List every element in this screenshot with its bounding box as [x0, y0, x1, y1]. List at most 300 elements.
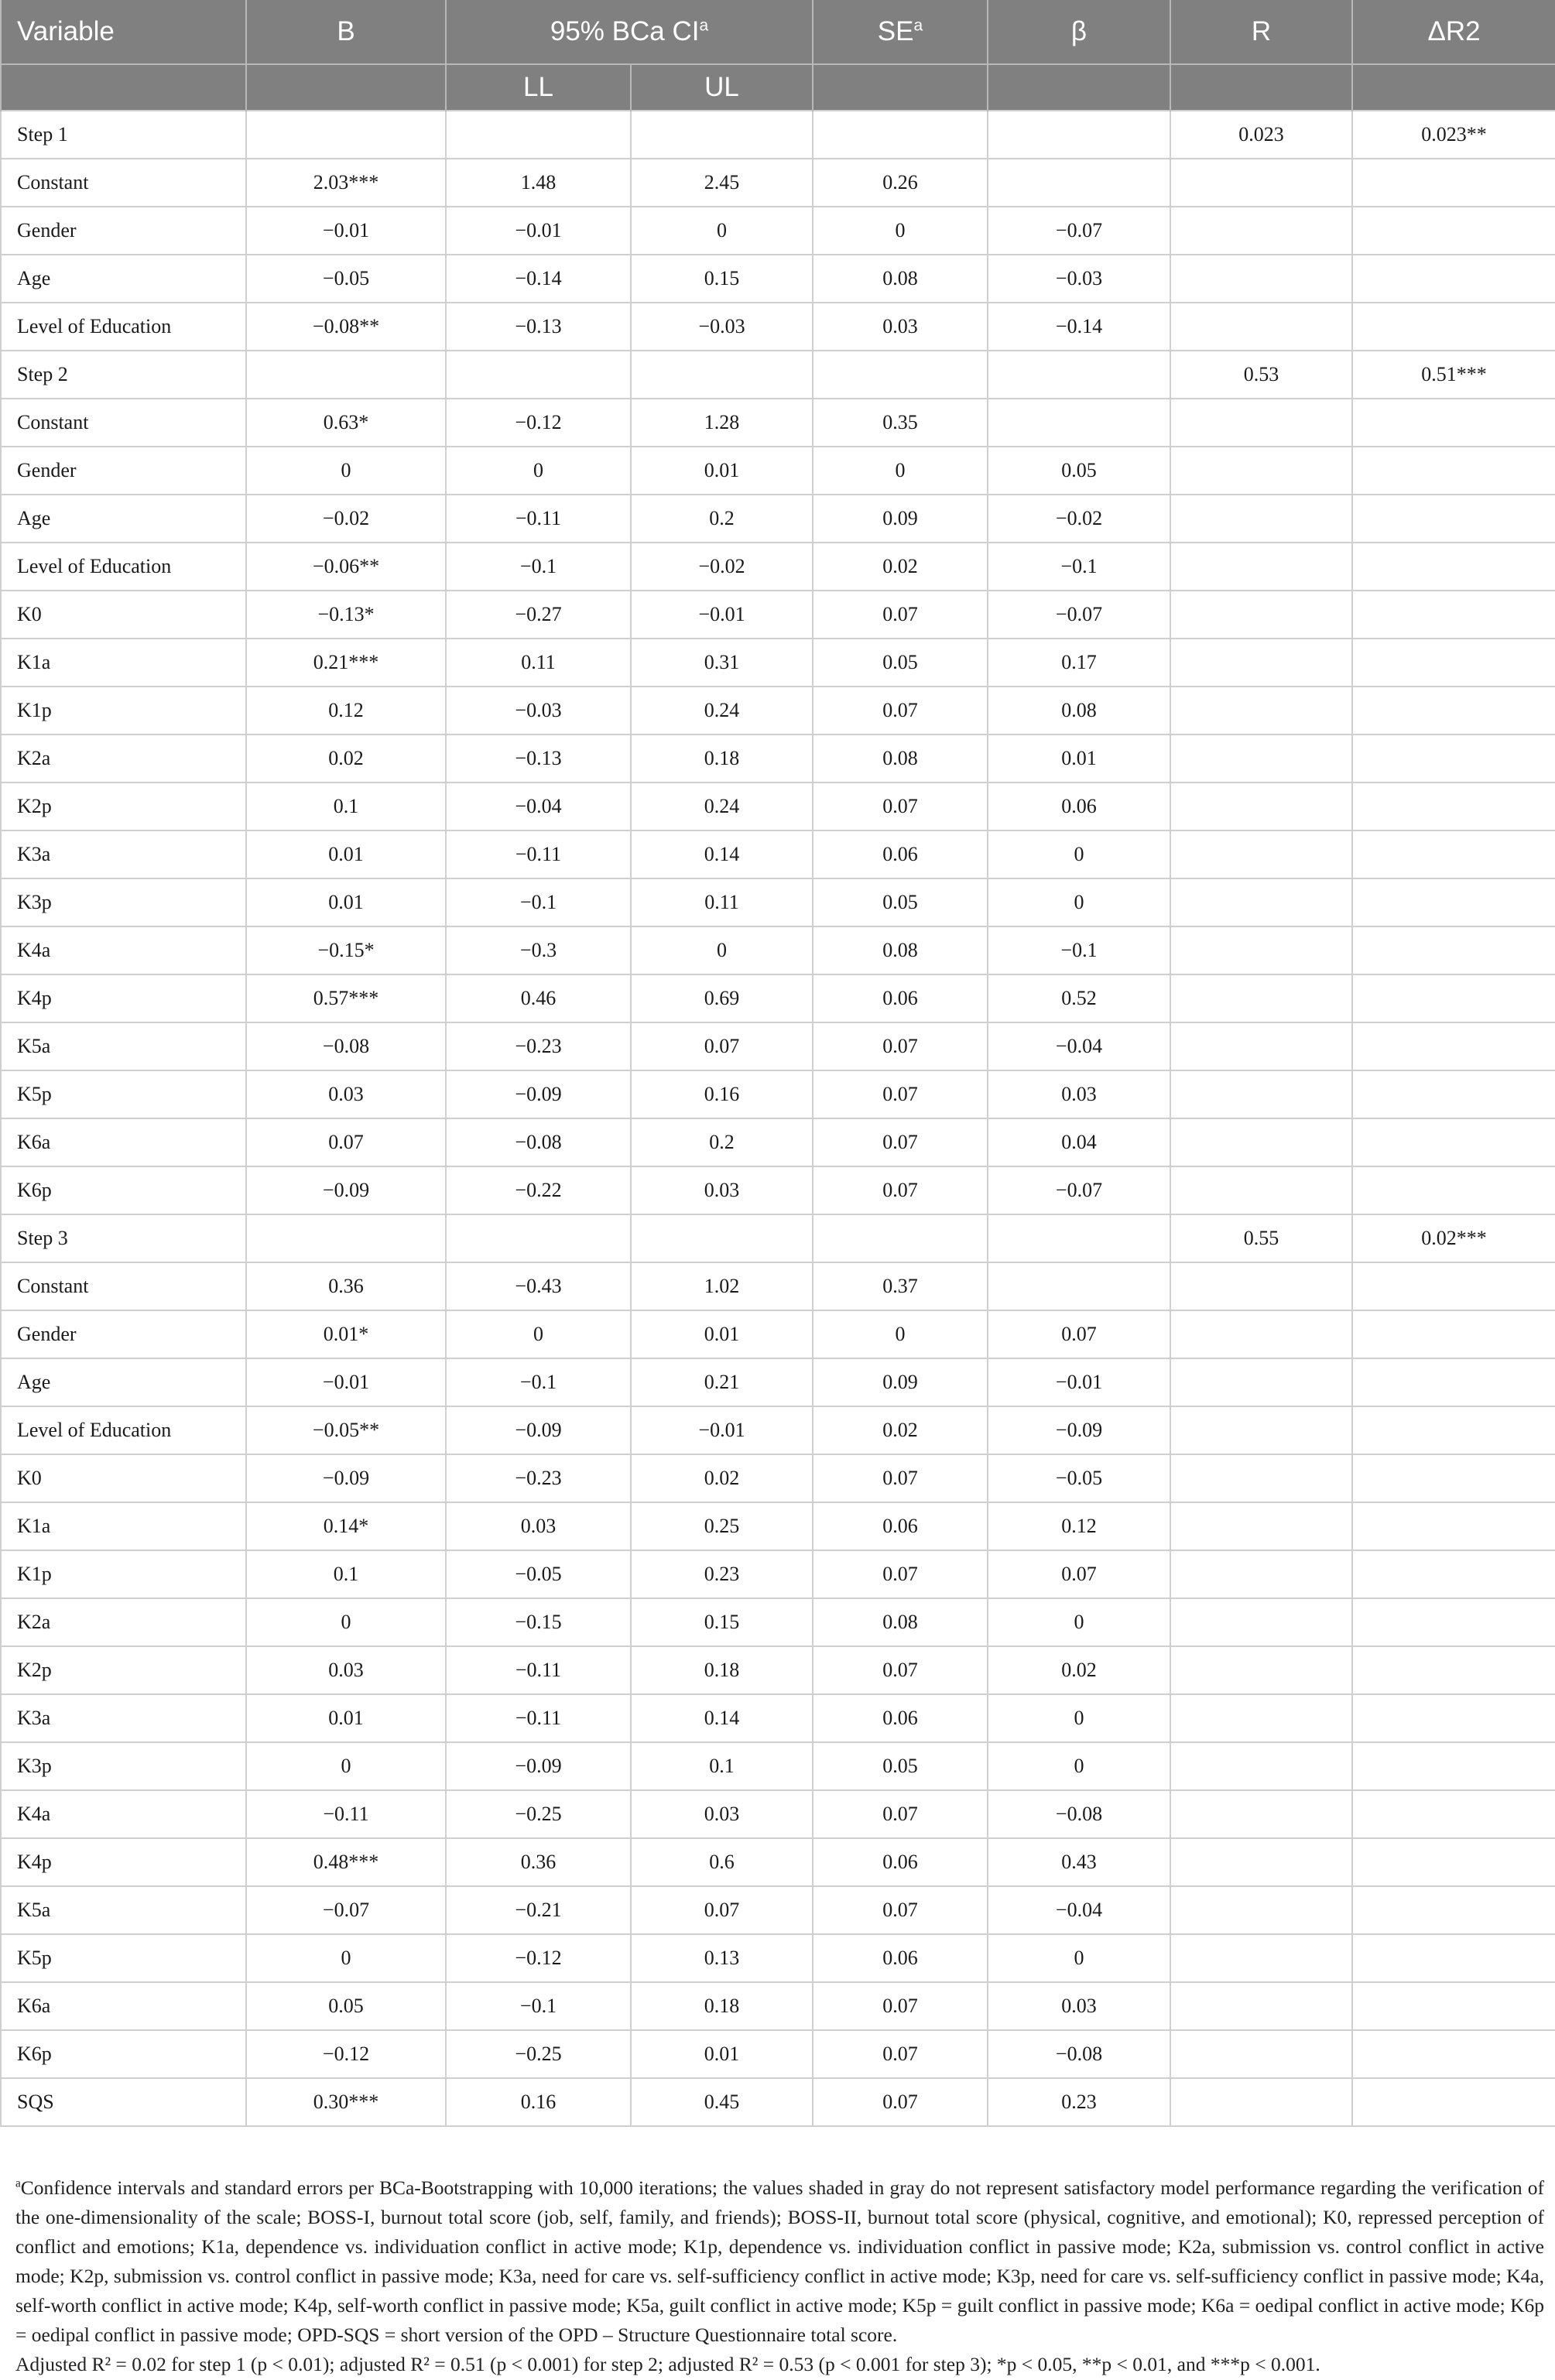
cell-se: 0.06 — [813, 1838, 988, 1886]
cell-se: 0.07 — [813, 1166, 988, 1214]
table-row — [1, 1502, 1555, 1550]
cell-label: K4p — [1, 1838, 246, 1886]
cell-label: K3p — [1, 1742, 246, 1790]
cell-r — [1170, 159, 1352, 207]
cell-label: K0 — [1, 1454, 246, 1502]
cell-ul: 0.07 — [631, 1022, 813, 1070]
cell-beta: 0.07 — [988, 1550, 1170, 1598]
header-ci — [446, 0, 813, 64]
cell-ll: −0.1 — [446, 878, 631, 926]
subheader-empty — [988, 64, 1170, 111]
cell-se: 0.07 — [813, 2078, 988, 2126]
cell-se: 0.07 — [813, 591, 988, 639]
header-ll: LL — [446, 64, 631, 111]
cell-label: K3a — [1, 1694, 246, 1742]
cell-se: 0.03 — [813, 303, 988, 351]
cell-ul: 0.14 — [631, 830, 813, 878]
cell-se: 0.07 — [813, 1790, 988, 1838]
cell-beta: 0 — [988, 1598, 1170, 1646]
cell-dr2 — [1352, 878, 1555, 926]
table-row — [1, 1214, 1555, 1262]
cell-label: Step 1 — [1, 111, 246, 159]
footnote-mark: a — [15, 2176, 21, 2190]
cell-beta: −0.1 — [988, 926, 1170, 974]
cell-ul: 0.07 — [631, 1886, 813, 1934]
cell-se: 0.06 — [813, 974, 988, 1022]
cell-b: 0 — [246, 1742, 446, 1790]
cell-dr2 — [1352, 1406, 1555, 1454]
cell-ul: 0.14 — [631, 1694, 813, 1742]
cell-ll: 0.11 — [446, 639, 631, 687]
cell-beta: −0.08 — [988, 1790, 1170, 1838]
cell-b: −0.06** — [246, 543, 446, 591]
cell-ul: −0.01 — [631, 1406, 813, 1454]
cell-r — [1170, 1454, 1352, 1502]
table-row — [1, 639, 1555, 687]
cell-r — [1170, 543, 1352, 591]
cell-dr2 — [1352, 974, 1555, 1022]
cell-ll: 0 — [446, 447, 631, 495]
cell-b: 2.03*** — [246, 159, 446, 207]
cell-label: Constant — [1, 399, 246, 447]
cell-ll: −0.23 — [446, 1022, 631, 1070]
cell-ul: 0.16 — [631, 1070, 813, 1118]
table-row — [1, 255, 1555, 303]
cell-se: 0.07 — [813, 2030, 988, 2078]
cell-beta: −0.14 — [988, 303, 1170, 351]
cell-ll: −0.05 — [446, 1550, 631, 1598]
cell-beta: −0.07 — [988, 207, 1170, 255]
cell-label: K6a — [1, 1118, 246, 1166]
cell-r — [1170, 639, 1352, 687]
cell-ll: −0.09 — [446, 1070, 631, 1118]
cell-ll: 0.03 — [446, 1502, 631, 1550]
cell-dr2 — [1352, 926, 1555, 974]
cell-ll: −0.01 — [446, 207, 631, 255]
cell-ll: −0.11 — [446, 495, 631, 543]
cell-ll: 0.36 — [446, 1838, 631, 1886]
cell-beta: −0.05 — [988, 1454, 1170, 1502]
table-row — [1, 2078, 1555, 2126]
cell-r — [1170, 735, 1352, 782]
cell-label: K1a — [1, 1502, 246, 1550]
cell-label: Age — [1, 1358, 246, 1406]
cell-ul: 0.13 — [631, 1934, 813, 1982]
cell-ll: −0.13 — [446, 735, 631, 782]
cell-ul: 0.15 — [631, 1598, 813, 1646]
cell-r: 0.53 — [1170, 351, 1352, 399]
table-row — [1, 1982, 1555, 2030]
table-row — [1, 1646, 1555, 1694]
cell-se: 0.06 — [813, 830, 988, 878]
cell-ul — [631, 351, 813, 399]
cell-dr2 — [1352, 735, 1555, 782]
cell-b: 0.01 — [246, 1694, 446, 1742]
cell-r — [1170, 1022, 1352, 1070]
cell-se: 0.08 — [813, 1598, 988, 1646]
cell-r — [1170, 1646, 1352, 1694]
cell-label: Gender — [1, 1310, 246, 1358]
cell-ll: −0.25 — [446, 1790, 631, 1838]
cell-label: K6p — [1, 1166, 246, 1214]
cell-b: −0.08** — [246, 303, 446, 351]
cell-b: −0.11 — [246, 1790, 446, 1838]
cell-b: 0 — [246, 1598, 446, 1646]
cell-dr2 — [1352, 447, 1555, 495]
cell-dr2 — [1352, 1694, 1555, 1742]
cell-ul: −0.03 — [631, 303, 813, 351]
cell-ll: −0.15 — [446, 1598, 631, 1646]
cell-label: Level of Education — [1, 1406, 246, 1454]
table-row — [1, 1838, 1555, 1886]
cell-r — [1170, 447, 1352, 495]
cell-b: −0.07 — [246, 1886, 446, 1934]
cell-label: SQS — [1, 2078, 246, 2126]
subheader-row — [1, 64, 1555, 111]
cell-se: 0.07 — [813, 1070, 988, 1118]
cell-ul: −0.02 — [631, 543, 813, 591]
cell-b: 0.36 — [246, 1262, 446, 1310]
table-row — [1, 1742, 1555, 1790]
cell-ul: 0.01 — [631, 447, 813, 495]
header-ci-footnote-mark: a — [699, 16, 709, 35]
cell-label: K2a — [1, 735, 246, 782]
table-row — [1, 735, 1555, 782]
header-ul: UL — [631, 64, 813, 111]
cell-b: 0.21*** — [246, 639, 446, 687]
cell-label: Constant — [1, 1262, 246, 1310]
cell-r — [1170, 255, 1352, 303]
header-ci-label: 95% BCa CI — [550, 16, 700, 46]
cell-se: 0.05 — [813, 878, 988, 926]
table-row — [1, 1262, 1555, 1310]
cell-label: K4a — [1, 926, 246, 974]
cell-label: K1a — [1, 639, 246, 687]
cell-ll: −0.12 — [446, 399, 631, 447]
cell-beta: −0.08 — [988, 2030, 1170, 2078]
cell-se: 0.02 — [813, 543, 988, 591]
cell-ul: 0 — [631, 926, 813, 974]
cell-b: 0.1 — [246, 782, 446, 830]
table-row — [1, 974, 1555, 1022]
cell-beta: 0 — [988, 830, 1170, 878]
subheader-empty — [1352, 64, 1555, 111]
cell-label: K1p — [1, 1550, 246, 1598]
cell-ll: −0.23 — [446, 1454, 631, 1502]
table-row — [1, 1934, 1555, 1982]
cell-se: 0.02 — [813, 1406, 988, 1454]
cell-ul — [631, 111, 813, 159]
table-row — [1, 495, 1555, 543]
cell-se: 0.07 — [813, 1454, 988, 1502]
cell-ll: 0.46 — [446, 974, 631, 1022]
cell-beta — [988, 351, 1170, 399]
cell-r — [1170, 830, 1352, 878]
cell-b: 0.05 — [246, 1982, 446, 2030]
cell-label: K4p — [1, 974, 246, 1022]
table-row — [1, 1598, 1555, 1646]
cell-r — [1170, 878, 1352, 926]
cell-label: K1p — [1, 687, 246, 735]
cell-beta: 0.03 — [988, 1982, 1170, 2030]
cell-dr2 — [1352, 2078, 1555, 2126]
cell-ul: 0.02 — [631, 1454, 813, 1502]
cell-b: −0.13* — [246, 591, 446, 639]
cell-beta: 0.08 — [988, 687, 1170, 735]
cell-ul — [631, 1214, 813, 1262]
cell-ul: −0.01 — [631, 591, 813, 639]
cell-se: 0.07 — [813, 687, 988, 735]
cell-ll: −0.03 — [446, 687, 631, 735]
cell-beta — [988, 1262, 1170, 1310]
cell-r — [1170, 495, 1352, 543]
cell-r — [1170, 1742, 1352, 1790]
cell-b: 0.03 — [246, 1646, 446, 1694]
cell-dr2 — [1352, 1070, 1555, 1118]
cell-se: 0.37 — [813, 1262, 988, 1310]
cell-b: −0.02 — [246, 495, 446, 543]
cell-se: 0.09 — [813, 495, 988, 543]
cell-ll: −0.09 — [446, 1742, 631, 1790]
cell-beta: 0 — [988, 878, 1170, 926]
cell-label: Step 2 — [1, 351, 246, 399]
cell-beta: −0.01 — [988, 1358, 1170, 1406]
cell-r — [1170, 2078, 1352, 2126]
cell-b — [246, 1214, 446, 1262]
cell-ll: −0.1 — [446, 1358, 631, 1406]
cell-b: 0.03 — [246, 1070, 446, 1118]
cell-ll: −0.1 — [446, 1982, 631, 2030]
cell-se: 0.07 — [813, 1118, 988, 1166]
cell-beta: −0.07 — [988, 591, 1170, 639]
cell-ll: −0.14 — [446, 255, 631, 303]
cell-ul: 0.25 — [631, 1502, 813, 1550]
cell-ul: 0.6 — [631, 1838, 813, 1886]
cell-b: −0.08 — [246, 1022, 446, 1070]
cell-r — [1170, 1502, 1352, 1550]
cell-beta: −0.02 — [988, 495, 1170, 543]
cell-beta: −0.07 — [988, 1166, 1170, 1214]
cell-dr2 — [1352, 1022, 1555, 1070]
cell-ul: 0.11 — [631, 878, 813, 926]
cell-ll — [446, 351, 631, 399]
cell-r — [1170, 591, 1352, 639]
table-row — [1, 1454, 1555, 1502]
cell-r — [1170, 1118, 1352, 1166]
cell-beta — [988, 111, 1170, 159]
cell-se: 0.06 — [813, 1502, 988, 1550]
cell-dr2 — [1352, 1646, 1555, 1694]
cell-beta: 0.04 — [988, 1118, 1170, 1166]
cell-b: 0 — [246, 1934, 446, 1982]
cell-b: 0.07 — [246, 1118, 446, 1166]
cell-ll: −0.22 — [446, 1166, 631, 1214]
cell-dr2 — [1352, 687, 1555, 735]
cell-b: 0.57*** — [246, 974, 446, 1022]
cell-label: Age — [1, 255, 246, 303]
cell-se: 0.06 — [813, 1934, 988, 1982]
table-row — [1, 111, 1555, 159]
cell-dr2 — [1352, 1310, 1555, 1358]
cell-ll: −0.08 — [446, 1118, 631, 1166]
cell-label: K2p — [1, 782, 246, 830]
table-row — [1, 878, 1555, 926]
cell-ll: 0.16 — [446, 2078, 631, 2126]
cell-r — [1170, 926, 1352, 974]
cell-r — [1170, 1166, 1352, 1214]
cell-beta: −0.09 — [988, 1406, 1170, 1454]
cell-b: −0.15* — [246, 926, 446, 974]
cell-r — [1170, 1790, 1352, 1838]
cell-b: 0.12 — [246, 687, 446, 735]
table-row — [1, 1790, 1555, 1838]
cell-beta: 0.23 — [988, 2078, 1170, 2126]
cell-r — [1170, 1838, 1352, 1886]
cell-ll: −0.25 — [446, 2030, 631, 2078]
cell-beta: 0.02 — [988, 1646, 1170, 1694]
cell-se: 0.26 — [813, 159, 988, 207]
header-r: R — [1170, 0, 1352, 64]
table-row — [1, 782, 1555, 830]
table-body — [1, 111, 1555, 2126]
table-row — [1, 1406, 1555, 1454]
cell-se: 0.09 — [813, 1358, 988, 1406]
cell-b: 0.01 — [246, 878, 446, 926]
table-row — [1, 1358, 1555, 1406]
subheader-empty — [1170, 64, 1352, 111]
cell-ll: −0.11 — [446, 830, 631, 878]
cell-b: 0.30*** — [246, 2078, 446, 2126]
cell-se: 0 — [813, 1310, 988, 1358]
cell-b: 0.48*** — [246, 1838, 446, 1886]
cell-ll: −0.04 — [446, 782, 631, 830]
cell-label: K6p — [1, 2030, 246, 2078]
cell-r — [1170, 1406, 1352, 1454]
cell-ul: 0.2 — [631, 495, 813, 543]
cell-ll: −0.21 — [446, 1886, 631, 1934]
cell-b — [246, 351, 446, 399]
cell-label: K5p — [1, 1934, 246, 1982]
cell-r — [1170, 1694, 1352, 1742]
cell-b: −0.09 — [246, 1166, 446, 1214]
cell-ul: 0.69 — [631, 974, 813, 1022]
cell-r — [1170, 399, 1352, 447]
subheader-empty — [246, 64, 446, 111]
cell-b: −0.05** — [246, 1406, 446, 1454]
cell-label: K5a — [1, 1886, 246, 1934]
cell-beta: 0.05 — [988, 447, 1170, 495]
cell-beta: 0.07 — [988, 1310, 1170, 1358]
header-se-label: SE — [877, 16, 914, 46]
cell-dr2 — [1352, 1166, 1555, 1214]
cell-r — [1170, 303, 1352, 351]
cell-beta: 0.01 — [988, 735, 1170, 782]
cell-se: 0.07 — [813, 1646, 988, 1694]
cell-label: Step 3 — [1, 1214, 246, 1262]
cell-ul: 0 — [631, 207, 813, 255]
subheader-empty — [813, 64, 988, 111]
cell-se: 0.07 — [813, 1550, 988, 1598]
cell-b: 0.01* — [246, 1310, 446, 1358]
cell-r — [1170, 1886, 1352, 1934]
adjusted-r2-note: Adjusted R² = 0.02 for step 1 (p < 0.01); adjusted R² = 0.51 (p < 0.001) for step 2; adjusted R² = 0.53 (p < 0.001 for step 3); *p < 0.05, **p < 0.01, and ***p < 0.001. — [15, 2353, 1320, 2375]
cell-b: −0.01 — [246, 1358, 446, 1406]
cell-r: 0.023 — [1170, 111, 1352, 159]
table-row — [1, 830, 1555, 878]
cell-ul: 0.01 — [631, 1310, 813, 1358]
cell-dr2 — [1352, 495, 1555, 543]
cell-dr2 — [1352, 1358, 1555, 1406]
table-row — [1, 303, 1555, 351]
cell-ll — [446, 1214, 631, 1262]
cell-ll: −0.3 — [446, 926, 631, 974]
cell-se — [813, 351, 988, 399]
cell-ul: 0.03 — [631, 1790, 813, 1838]
cell-label: Constant — [1, 159, 246, 207]
cell-b: −0.01 — [246, 207, 446, 255]
cell-b: 0.01 — [246, 830, 446, 878]
cell-r — [1170, 1358, 1352, 1406]
cell-ul: 0.18 — [631, 1646, 813, 1694]
cell-dr2 — [1352, 543, 1555, 591]
table-row — [1, 207, 1555, 255]
cell-dr2 — [1352, 1790, 1555, 1838]
cell-r — [1170, 782, 1352, 830]
header-row — [1, 0, 1555, 64]
cell-r — [1170, 687, 1352, 735]
cell-ll: −0.13 — [446, 303, 631, 351]
cell-b: 0.14* — [246, 1502, 446, 1550]
cell-ll: 0 — [446, 1310, 631, 1358]
cell-label: K4a — [1, 1790, 246, 1838]
cell-ll: −0.11 — [446, 1646, 631, 1694]
header-delta-r2: ΔR2 — [1352, 0, 1555, 64]
cell-se: 0.07 — [813, 1982, 988, 2030]
cell-r: 0.55 — [1170, 1214, 1352, 1262]
cell-se: 0.35 — [813, 399, 988, 447]
header-b: B — [246, 0, 446, 64]
cell-se: 0.08 — [813, 926, 988, 974]
cell-dr2 — [1352, 1742, 1555, 1790]
table-row — [1, 1022, 1555, 1070]
table-notes — [15, 2173, 1544, 2379]
cell-ul: 0.21 — [631, 1358, 813, 1406]
cell-ul: 0.18 — [631, 735, 813, 782]
cell-se: 0.07 — [813, 1886, 988, 1934]
cell-beta: 0.52 — [988, 974, 1170, 1022]
cell-se: 0 — [813, 447, 988, 495]
cell-label: Level of Education — [1, 303, 246, 351]
cell-dr2: 0.02*** — [1352, 1214, 1555, 1262]
cell-ul: 0.15 — [631, 255, 813, 303]
cell-b: −0.12 — [246, 2030, 446, 2078]
cell-beta: −0.04 — [988, 1022, 1170, 1070]
cell-dr2 — [1352, 1982, 1555, 2030]
cell-se: 0.07 — [813, 1022, 988, 1070]
cell-ll: −0.09 — [446, 1406, 631, 1454]
cell-ul: 0.23 — [631, 1550, 813, 1598]
cell-se: 0 — [813, 207, 988, 255]
cell-beta: −0.03 — [988, 255, 1170, 303]
cell-dr2 — [1352, 830, 1555, 878]
cell-b: −0.09 — [246, 1454, 446, 1502]
cell-label: Gender — [1, 447, 246, 495]
cell-beta: 0.03 — [988, 1070, 1170, 1118]
cell-r — [1170, 1070, 1352, 1118]
header-se — [813, 0, 988, 64]
cell-label: Gender — [1, 207, 246, 255]
cell-ul: 0.01 — [631, 2030, 813, 2078]
